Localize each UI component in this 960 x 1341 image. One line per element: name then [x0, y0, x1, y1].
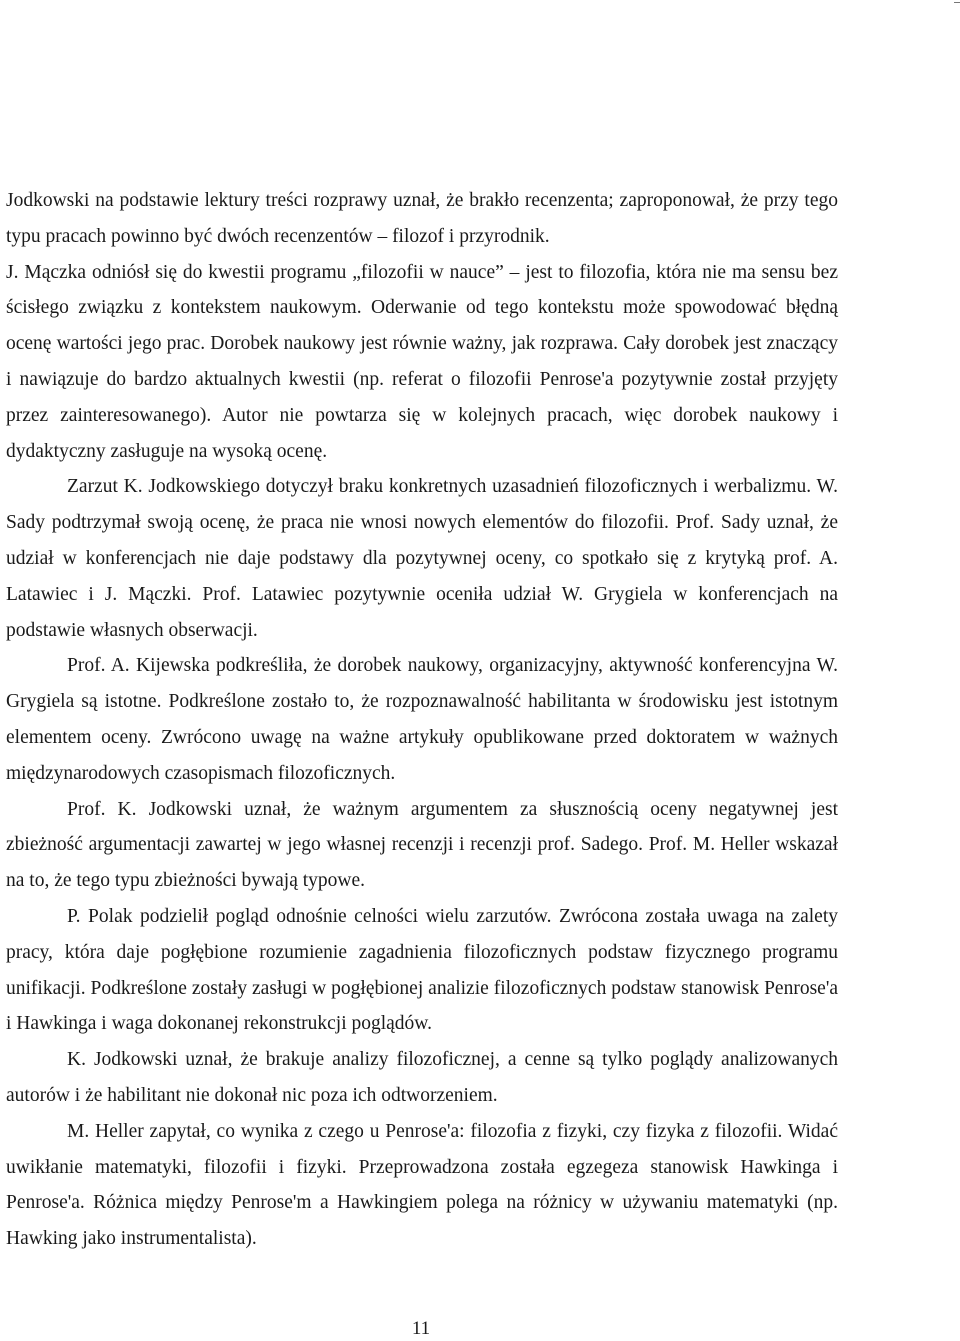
paragraph-5: Prof. K. Jodkowski uznał, że ważnym argumentem za słusznością oceny negatywnej jest zbieżność argumentacji zawartej w jego własnej recenzji i recenzji prof. Sadego. Prof. M. Heller wskazał na to, że tego typu zbieżności bywają typowe. [6, 798, 838, 892]
corner-mark [954, 2, 960, 3]
page-number: 11 [411, 1318, 431, 1339]
paragraph-3: Zarzut K. Jodkowskiego dotyczył braku konkretnych uzasadnień filozoficznych i werbalizmu. W. Sady podtrzymał swoją ocenę, że praca nie wnosi nowych elementów do filozofii. Prof. Sady uznał, że udział w konferencjach nie daje podstawy dla pozytywnej oceny, co spotkało się z krytyką prof. A. Latawiec i J. Mączki. Prof. Latawiec pozytywnie oceniła udział W. Grygiela w konferencjach na podstawie własnych obserwacji. [6, 476, 838, 641]
document-body [6, 183, 838, 1257]
paragraph-7: K. Jodkowski uznał, że brakuje analizy filozoficznej, a cenne są tylko poglądy analizowanych autorów i że habilitant nie dokonał nic poza ich odtworzeniem. [6, 1049, 838, 1106]
paragraph-2: J. Mączka odniósł się do kwestii programu „filozofii w nauce” – jest to filozofia, która nie ma sensu bez ścisłego związku z kontekstem naukowym. Oderwanie od tego kontekstu może spowodować błędną ocenę wartości jego prac. Dorobek naukowy jest równie ważny, jak rozprawa. Cały dorobek jest znaczący i nawiązuje do bardzo aktualnych kwestii (np. referat o filozofii Penrose'a pozytywnie został przyjęty przez zainteresowanego). Autor nie powtarza się w kolejnych pracach, więc dorobek naukowy i dydaktyczny zasługuje na wysoką ocenę. [6, 261, 838, 462]
paragraph-1: Jodkowski na podstawie lektury treści rozprawy uznał, że brakło recenzenta; zaproponował, że przy tego typu pracach powinno być dwóch recenzentów – filozof i przyrodnik. [6, 190, 838, 247]
paragraph-6: P. Polak podzielił pogląd odnośnie celności wielu zarzutów. Zwrócona została uwaga na zalety pracy, która daje pogłębione rozumienie zagadnienia filozoficznych podstaw fizycznego programu unifikacji. Podkreślone zostały zasługi w pogłębionej analizie filozoficznych podstaw stanowisk Penrose'a i Hawkinga i waga dokonanej rekonstrukcji poglądów. [6, 905, 838, 1035]
paragraph-4: Prof. A. Kijewska podkreśliła, że dorobek naukowy, organizacyjny, aktywność konferencyjna W. Grygiela są istotne. Podkreślone zostało to, że rozpoznawalność habilitanta w środowisku jest istotnym elementem oceny. Zwrócono uwagę na ważne artykuły opublikowane przed doktoratem w ważnych międzynarodowych czasopismach filozoficznych. [6, 655, 838, 784]
paragraph-8: M. Heller zapytał, co wynika z czego u Penrose'a: filozofia z fizyki, czy fizyka z filozofii. Widać uwikłanie matematyki, filozofii i fizyki. Przeprowadzona została egzegeza stanowisk Hawkinga i Penrose'a. Różnica między Penrose'm a Hawkingiem polega na różnicy w używaniu matematyki (np. Hawking jako instrumentalista). [6, 1120, 838, 1250]
